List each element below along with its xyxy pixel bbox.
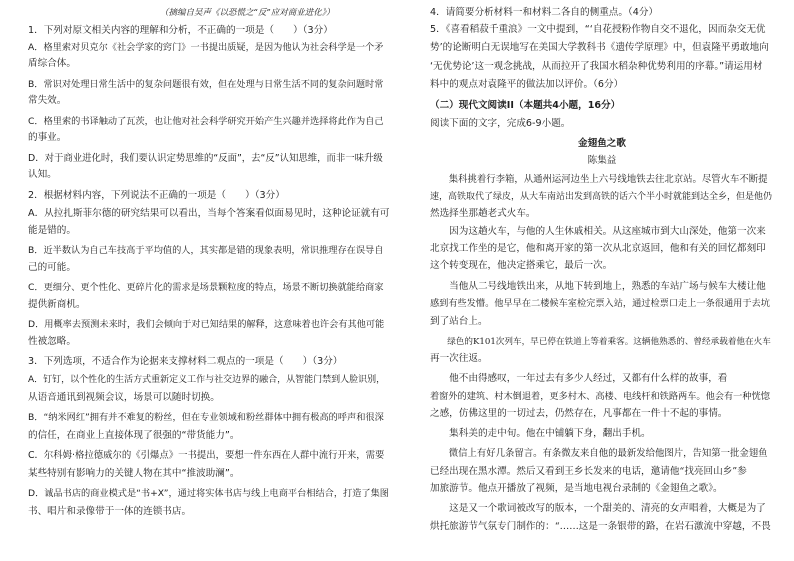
q4-stem: 4．请简要分析材料一和材料二各自的侧重点。（4分）	[430, 7, 659, 18]
q2-option-c-cont: 提供新商机。	[28, 299, 86, 310]
q3-option-b-cont: 的信任，在商业上直接体现了很强的“带货能力”。	[28, 430, 240, 441]
q2-option-d: D．用概率去预测未来时，我们会倾向于对已知结果的解释，这意味着也许会有其他可能	[28, 319, 385, 330]
reading-instruction: 阅读下面的文字，完成6-9小题。	[430, 118, 571, 129]
q2-stem: 2．根据材料内容，下列说法不正确的一项是（ ）（3分）	[28, 190, 285, 201]
source-note: （摘编自吴声《以恐慌之“反”应对商业进化》）	[160, 8, 335, 18]
q1-option-b-cont: 常失效。	[28, 95, 67, 106]
q5-stem: 5．《喜看稻菽千重浪》一文中提到，“‘自花授粉作物自交不退化，因而杂交无优	[430, 24, 766, 35]
q1-option-b: B．常识对处理日常生活中的复杂问题很有效，但在处理与日常生活不同的复杂问题时常	[28, 79, 384, 90]
q3-option-c: C．尔科姆·格拉德威尔的《引爆点》一书提出，要想一件东西在人群中流行开来，需要	[28, 450, 385, 461]
article-line: 微信上有好几条留言。有条微友来自他的最新发给他图片，告知第一批金翅鱼	[430, 448, 768, 459]
q1-option-a: A．格里索对贝克尔《社会学家的窍门》一书提出质疑，是因为他认为社会科学是一个矛	[28, 42, 384, 53]
q1-option-d: D．对于商业进化时，我们要认识定势思维的“反面”，去“反”认知思维，而非一味升级	[28, 153, 383, 164]
q3-option-c-cont: 某些特别有影响力的关键人物在其中“推波助澜”。	[28, 468, 240, 479]
article-title: 金翅鱼之歌	[578, 138, 626, 149]
article-line: 集科美的走中旬。他在中铺躺下身，翻出手机。	[430, 428, 651, 439]
article-line: 速，高铁取代了绿皮，从大车南站出发到高铁的话六个半小时就能到达全乡，但是他仍	[430, 192, 773, 202]
q2-option-a-cont: 能是错的。	[28, 225, 76, 236]
article-line: 之感，仿佛这里的一切过去，仍然存在，凡事都在一件十不起的事情。	[430, 408, 728, 419]
article-line: 已经出现在黑水潭。然后又看到王乡长发来的电话，邀请他“找亮回山乡”参	[430, 466, 747, 477]
q3-option-a: A．钉钉，以个性化的生活方式重新定义工作与社交边界的融合，从智能门禁到人脸识别，	[28, 375, 386, 385]
q1-option-d-cont: 认知。	[28, 169, 57, 180]
article-line: 然选择坐那趟老式火车。	[430, 208, 536, 219]
q1-stem: 1．下列对原文相关内容的理解和分析，不正确的一项是（ ）（3分）	[28, 25, 333, 36]
q5-stem-cont-2: ‘无优势论’这一观念挑战，从而拉开了我国水稻杂种优势利用的序幕。”请运用材	[430, 61, 763, 72]
article-line: 这个转变现在，他决定搭乘它，最后一次。	[430, 260, 613, 271]
q2-option-a: A．从拉扎斯菲尔德的研究结果可以看出，当每个答案看似面易见时，这种论证就有可	[28, 208, 390, 219]
article-line: 着窗外的建筑、村木倒退着，更多村木、高楼、电线杆和铁路两车。他会有一种恍惚	[430, 391, 770, 402]
q5-stem-cont-1: 势’的论断明白无误地写在美国大学教科书《遗传学原理》中，但袁隆平勇敢地向	[430, 42, 769, 53]
article-line: 再一次往返。	[430, 353, 488, 364]
article-author: 陈集益	[587, 155, 617, 166]
q3-option-a-cont: 从语音通讯到视频会议，场景可以随时切换。	[28, 392, 220, 403]
article-line: 烘托旅游节气氛专门制作的：“……这是一条银带的路，在岩石激流中穿越，不畏	[430, 521, 771, 532]
article-line: 集科挑着行李箱，从通州运河边坐上六号线地铁去往北京站。尽管火车不断提	[430, 174, 768, 185]
section-heading: （二）现代文阅读II（本题共4小题，16分）	[430, 100, 621, 111]
article-line: 感到有些发懵。他早早在二楼候车室检完票入站，通过检票口走上一条很通用于去坑	[430, 298, 770, 309]
q2-option-d-cont: 性被忽略。	[28, 336, 76, 347]
q3-option-b: B．“纳米网红”拥有并不难复的粉丝，但在专业领域和粉丝群体中拥有极高的呼声和很深	[28, 412, 384, 423]
article-line: 这是又一个歌词被改写的版本，一个甜美的、清亮的女声唱着，大概是为了	[430, 503, 766, 514]
q2-option-b-cont: 己的可能。	[28, 262, 76, 273]
q1-option-c-cont: 的事业。	[28, 132, 67, 143]
q3-option-d-cont: 书、唱片和录像带于一体的连锁书店。	[28, 506, 192, 517]
q5-stem-cont-3: 料中的观点对袁隆平的做法加以评价。（6分）	[430, 79, 624, 90]
q3-stem: 3．下列选项，不适合作为论据来支撑材料二观点的一项是（ ）（3分）	[28, 356, 343, 367]
article-line: 绿色的K101次列车，早已停在铁道上等着乘客。这辆他熟悉的、曾经承载着他在火车	[430, 337, 771, 347]
article-line: 当他从二号线地铁出来，从地下转到地上，熟悉的车站广场与候车大楼让他	[430, 281, 766, 292]
q2-option-b: B．近半数认为自己车技高于平均值的人，其实都是错的现象表明，常识推理存在误导自	[28, 245, 384, 256]
q2-option-c: C．更细分、更个性化、更碎片化的需求是场景颗粒度的特点，场景不断切换就能给商家	[28, 282, 384, 293]
q1-option-c: C．格里索的书译触动了瓦茨，也让他对社会科学研究开始产生兴趣并选择将此作为自己	[28, 116, 384, 127]
article-line: 加旅游节。他点开播放了视频，是当地电视台录制的《金翅鱼之歌》。	[430, 483, 723, 494]
q3-option-d: D．诚品书店的商业模式是“书+X”，通过将实体书店与线上电商平台相结合，打造了集图	[28, 488, 389, 499]
q1-option-a-cont: 盾综合体。	[28, 58, 76, 69]
article-line: 北京找工作坐的是它，他和离开家的第一次从北京返回，他和有关的回忆都刻印	[430, 243, 766, 254]
article-line: 因为这趟火车，与他的人生休戚相关。从这座城市到大山深处，他第一次来	[430, 226, 766, 237]
article-line: 到了站台上。	[430, 316, 488, 327]
article-line: 他不由得感叹，一年过去有多少人经过，又都有什么样的故事，看	[430, 373, 728, 384]
